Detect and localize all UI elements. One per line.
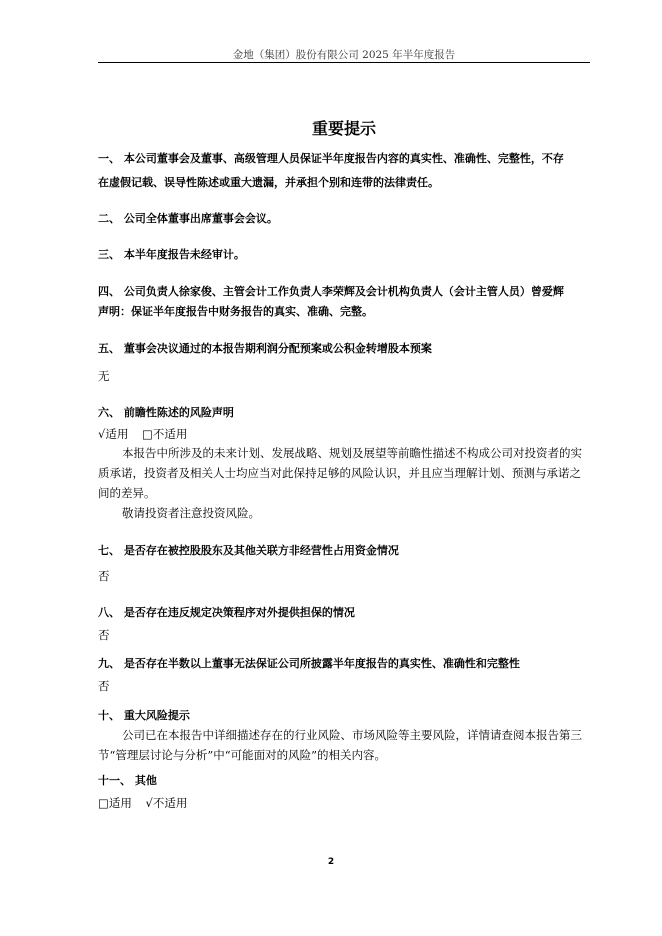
section-10-line-1: 公司已在本报告中详细描述存在的行业风险、市场风险等主要风险，详情请查阅本报告第三 [122,728,582,742]
applicable-checked-option: √适用 [98,427,129,441]
section-9-heading: 九、 是否存在半数以上董事无法保证公司所披露半年度报告的真实性、准确性和完整性 [98,657,520,670]
section-3: 三、 本半年度报告未经审计。 [98,248,245,261]
section-6-para-2: 敬请投资者注意投资风险。 [122,506,260,520]
not-applicable-checked-option: √不适用 [145,796,188,810]
running-header: 金地（集团）股份有限公司 2025 年半年度报告 [232,49,456,61]
section-11-options [98,795,598,811]
section-1-line-1: 一、 本公司董事会及董事、高级管理人员保证半年度报告内容的真实性、准确性、完整性，不存 [98,152,564,165]
section-6-options [98,426,598,442]
page-number: 2 [327,857,335,867]
not-applicable-option: □不适用 [141,427,188,441]
page-title: 重要提示 [311,119,376,138]
section-6-para-line-1: 本报告中所涉及的未来计划、发展战略、规划及展望等前瞻性描述不构成公司对投资者的实 [122,446,582,460]
section-5-answer: 无 [98,369,110,383]
section-11-heading: 十一、 其他 [98,774,157,787]
section-4-line-2: 声明：保证半年度报告中财务报告的真实、准确、完整。 [98,305,373,318]
applicable-option: □适用 [98,796,132,810]
section-6-para-line-2: 质承诺，投资者及相关人士均应当对此保持足够的风险认识，并且应当理解计划、预测与承诺之 [98,466,581,480]
section-6-para-line-3: 间的差异。 [98,486,156,500]
section-8-heading: 八、 是否存在违反规定决策程序对外提供担保的情况 [98,606,355,619]
header-divider [98,62,590,63]
section-4-line-1: 四、 公司负责人徐家俊、主管会计工作负责人李荣辉及会计机构负责人（会计主管人员）曾爱辉 [98,285,564,298]
section-7-answer: 否 [98,569,110,583]
section-10-line-2: 节“管理层讨论与分析”中“可能面对的风险”的相关内容。 [98,748,387,762]
section-9-answer: 否 [98,679,110,693]
section-10-heading: 十、 重大风险提示 [98,709,190,722]
section-5-heading: 五、 董事会决议通过的本报告期利润分配预案或公积金转增股本预案 [98,342,432,355]
section-2: 二、 公司全体董事出席董事会会议。 [98,212,278,225]
section-6-heading: 六、 前瞻性陈述的风险声明 [98,406,234,419]
section-7-heading: 七、 是否存在被控股股东及其他关联方非经营性占用资金情况 [98,544,399,557]
section-1-line-2: 在虚假记载、误导性陈述或重大遗漏，并承担个别和连带的法律责任。 [98,176,439,189]
section-8-answer: 否 [98,628,110,642]
